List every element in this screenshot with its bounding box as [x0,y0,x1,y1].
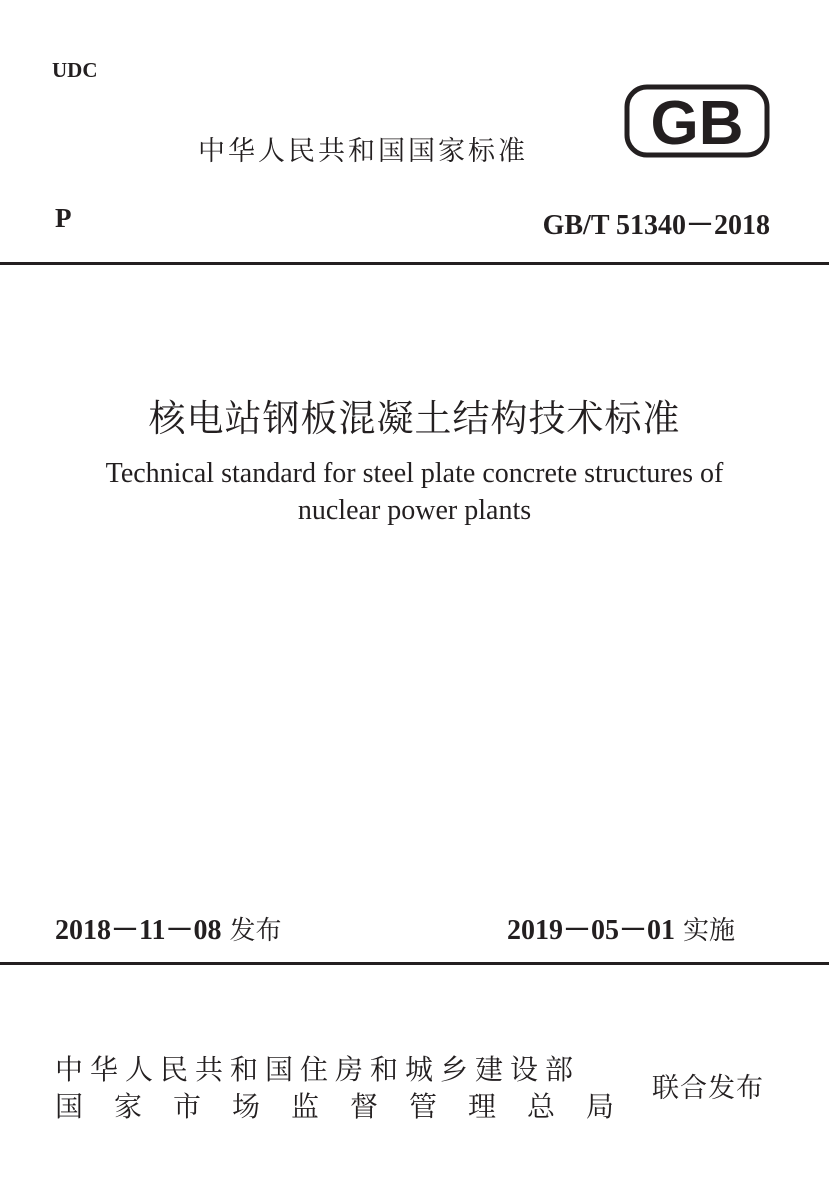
standard-number: GB/T 51340－2018 [542,210,770,241]
title-english-line2: nuclear power plants [297,495,532,526]
title-chinese: 核电站钢板混凝土结构技术标准 [148,397,681,440]
joint-issue-label: 联合发布 [652,1073,764,1104]
udc-label: UDC [52,58,98,82]
issuer-line1: 中华人民共和国住房和城乡建设部 [55,1053,581,1086]
effective-date: 2019－05－01 [507,915,676,946]
bottom-divider [0,962,829,965]
effective-date-block [507,908,735,948]
effective-label: 实施 [683,916,736,946]
issuer-line2: 国家市场监督管理总局 [55,1090,646,1123]
title-english [0,455,829,529]
issue-date-block [55,908,281,948]
issue-date: 2018－11－08 [55,915,222,946]
gb-logo-text: GB [650,89,744,158]
title-english-line1: Technical standard for steel plate concrete structures of [105,458,724,489]
classification-code: P [55,203,72,233]
top-divider [0,262,829,265]
issue-label: 发布 [229,916,282,946]
national-standard-heading: 中华人民共和国国家标准 [198,136,528,167]
gb-logo [624,84,770,158]
